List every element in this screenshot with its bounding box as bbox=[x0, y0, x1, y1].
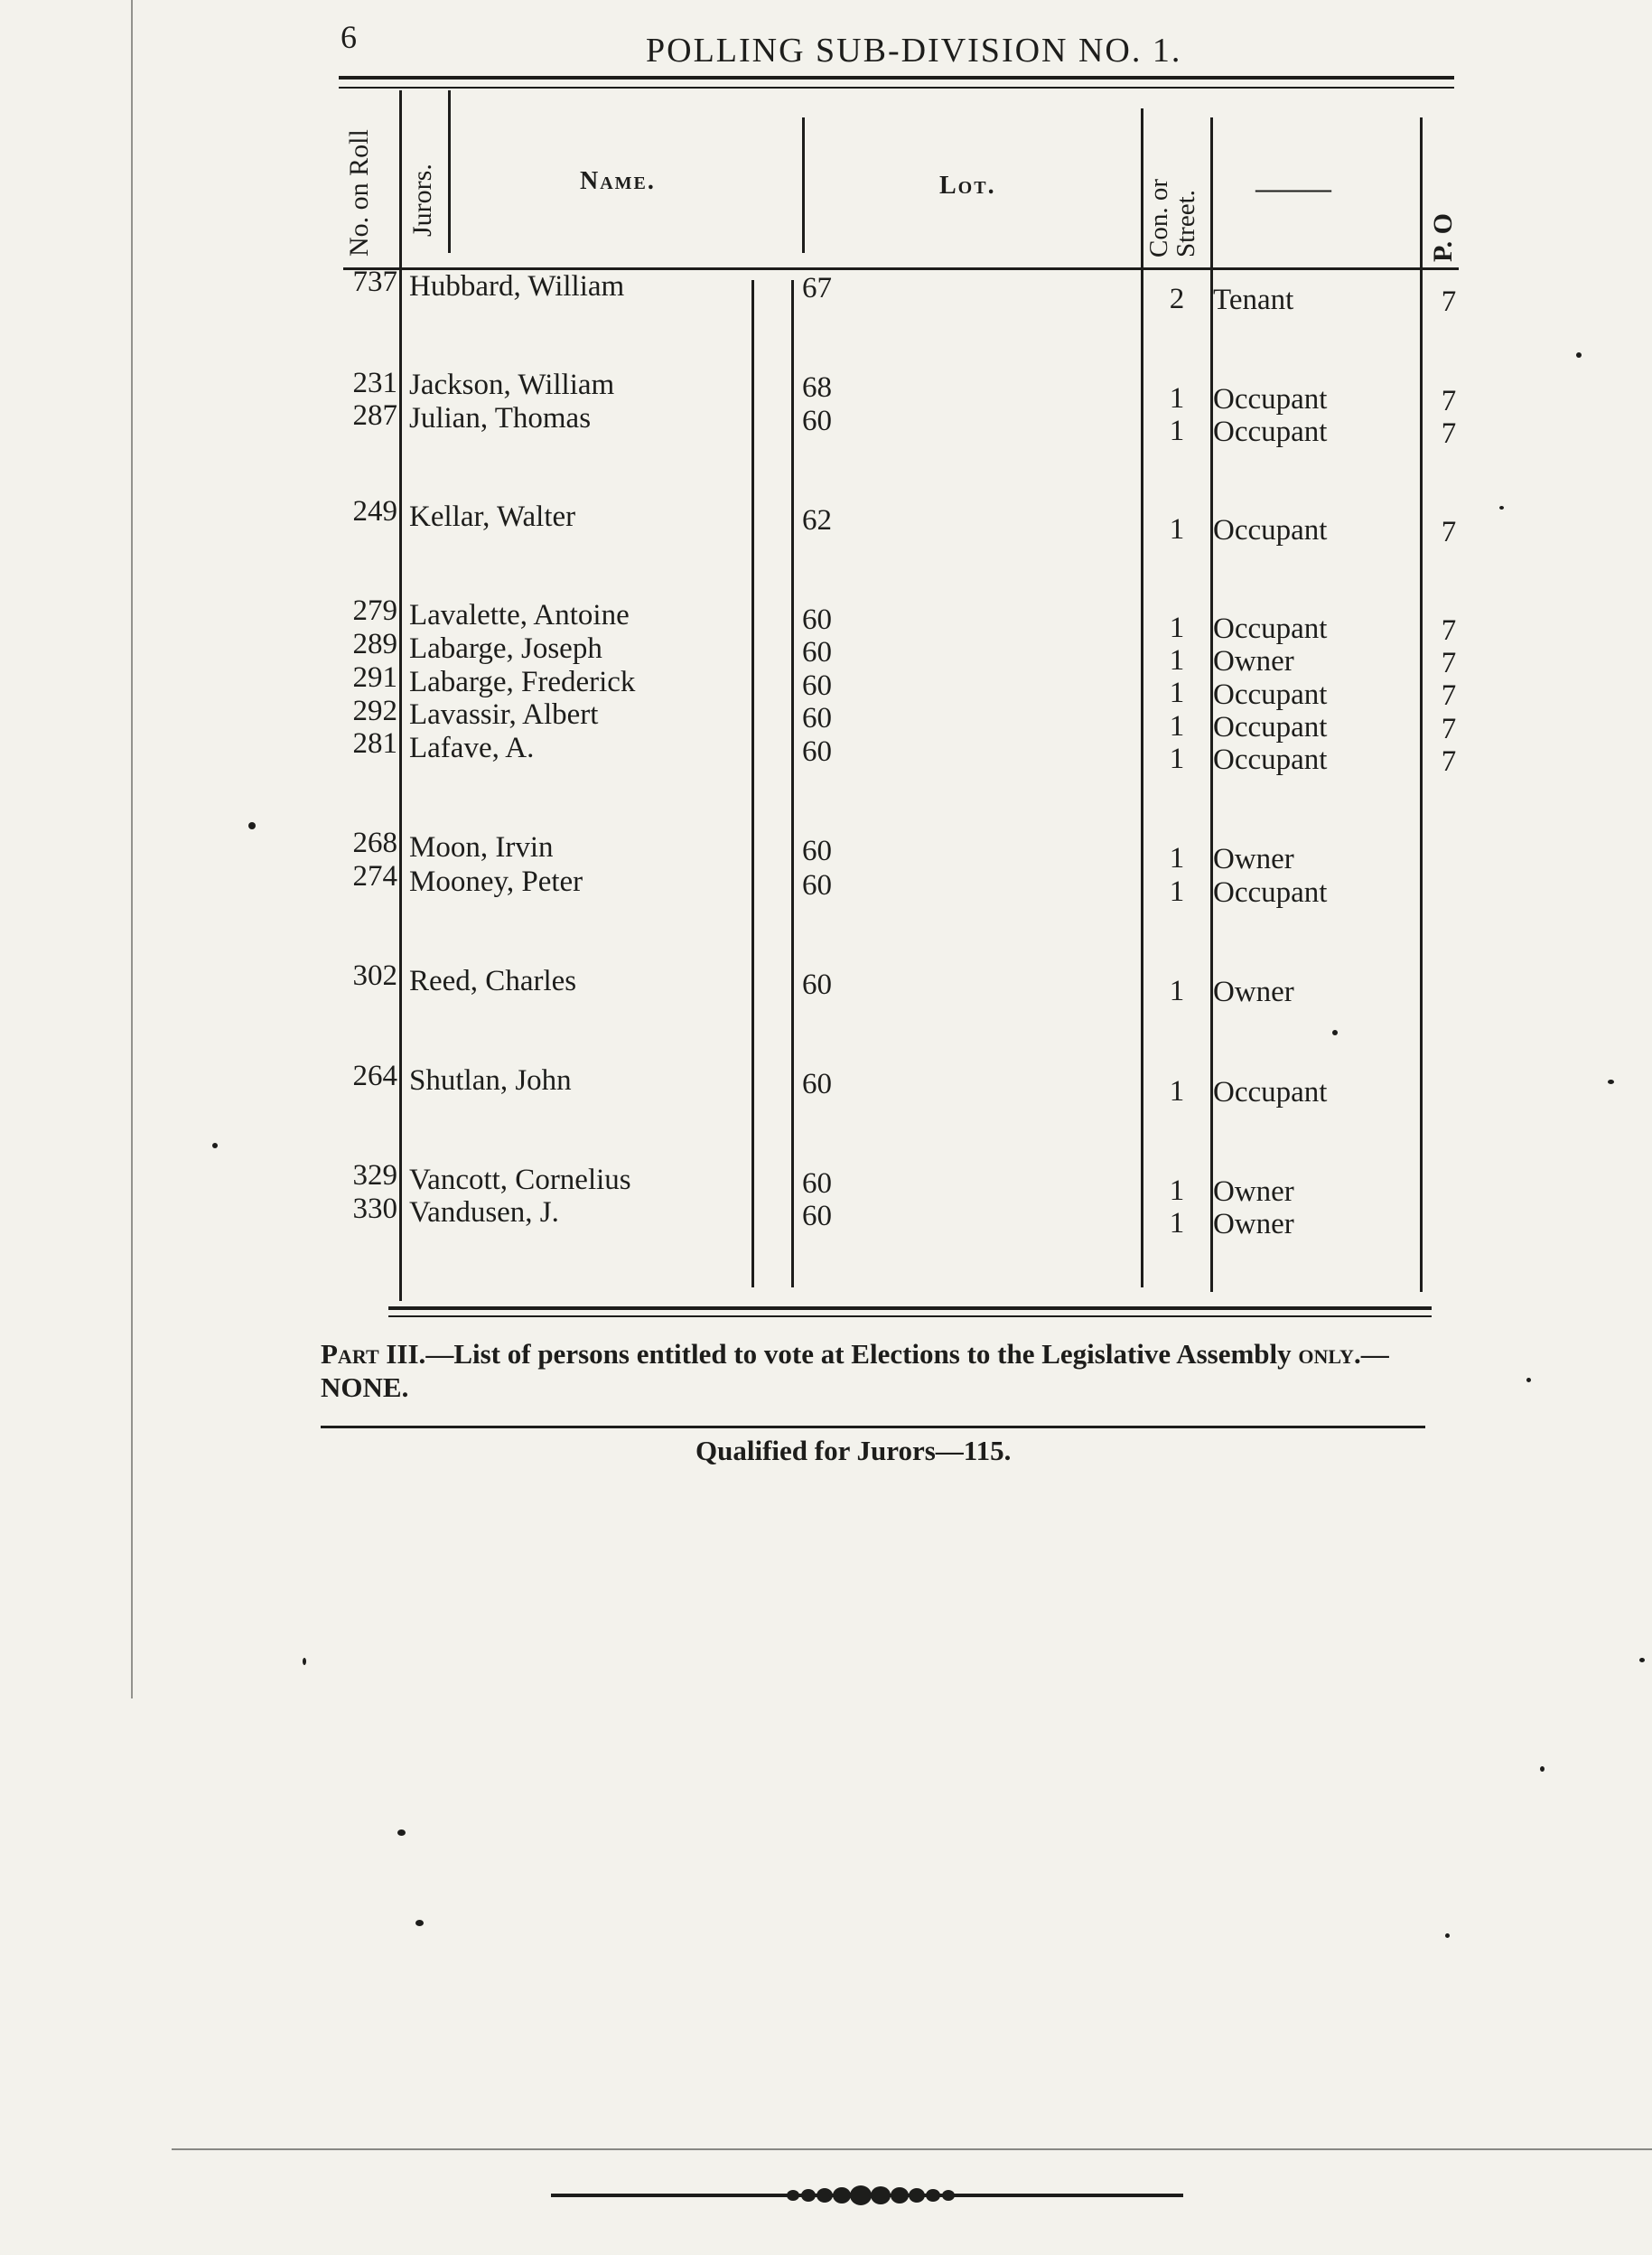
roll-number: 302 bbox=[352, 959, 397, 992]
col-line-lot bbox=[791, 280, 794, 1287]
voter-name: Mooney, Peter bbox=[409, 866, 583, 898]
voter-name: Julian, Thomas bbox=[409, 402, 592, 435]
post-office: 7 bbox=[1441, 385, 1457, 417]
bottom-edge-line bbox=[172, 2148, 1652, 2150]
lot-number: 60 bbox=[802, 1200, 832, 1232]
speck-icon bbox=[1576, 352, 1582, 358]
voter-name: Lavalette, Antoine bbox=[409, 599, 630, 632]
concession: 1 bbox=[1169, 382, 1185, 415]
post-office: 7 bbox=[1441, 713, 1457, 745]
status: Occupant bbox=[1213, 876, 1328, 909]
lot-number: 60 bbox=[802, 968, 832, 1001]
speck-icon bbox=[1639, 1658, 1645, 1662]
status: Occupant bbox=[1213, 744, 1328, 776]
post-office: 7 bbox=[1441, 516, 1457, 548]
lot-number: 67 bbox=[802, 272, 832, 304]
lot-number: 60 bbox=[802, 1167, 832, 1200]
status: Occupant bbox=[1213, 613, 1328, 645]
header-roll: No. on Roll bbox=[344, 129, 374, 257]
left-margin-line bbox=[131, 0, 133, 1698]
roll-number: 279 bbox=[352, 594, 397, 627]
roll-number: 274 bbox=[352, 860, 397, 893]
part-three-notice bbox=[321, 1337, 1454, 1404]
lot-number: 60 bbox=[802, 636, 832, 669]
voter-name: Vandusen, J. bbox=[409, 1196, 559, 1229]
lot-number: 60 bbox=[802, 735, 832, 768]
concession: 1 bbox=[1169, 644, 1185, 677]
roll-number: 329 bbox=[352, 1159, 397, 1192]
ornament-divider-icon bbox=[551, 2168, 1183, 2222]
post-office: 7 bbox=[1441, 417, 1457, 450]
roll-number: 264 bbox=[352, 1060, 397, 1092]
bottom-rule-inner bbox=[388, 1315, 1432, 1317]
roll-number: 289 bbox=[352, 628, 397, 660]
col-line-lot2 bbox=[1141, 108, 1143, 1287]
bottom-rule bbox=[388, 1306, 1432, 1310]
col-line-name bbox=[751, 280, 754, 1287]
status: Occupant bbox=[1213, 678, 1328, 711]
concession: 1 bbox=[1169, 1207, 1185, 1240]
voter-name: Jackson, William bbox=[409, 369, 615, 401]
speck-icon bbox=[1608, 1080, 1614, 1084]
status: Occupant bbox=[1213, 416, 1328, 448]
part-three-label: Part III. bbox=[321, 1338, 426, 1370]
speck-icon bbox=[1499, 506, 1504, 510]
header-name: Name. bbox=[580, 167, 656, 195]
concession: 1 bbox=[1169, 842, 1185, 875]
status: Owner bbox=[1213, 843, 1294, 875]
part-three-rule bbox=[321, 1426, 1425, 1428]
speck-icon bbox=[1526, 1378, 1531, 1382]
post-office: 7 bbox=[1441, 745, 1457, 778]
roll-number: 287 bbox=[352, 399, 397, 432]
roll-number: 330 bbox=[352, 1193, 397, 1225]
header-con: Con. or Street. bbox=[1144, 179, 1201, 257]
top-rule-inner bbox=[339, 87, 1454, 89]
part-three-text: —List of persons entitled to vote at Elections to the Legislative Assembly bbox=[425, 1338, 1292, 1370]
post-office: 7 bbox=[1441, 285, 1457, 318]
concession: 2 bbox=[1169, 283, 1185, 315]
speck-icon bbox=[1332, 1030, 1338, 1035]
concession: 1 bbox=[1169, 612, 1185, 644]
status: Tenant bbox=[1213, 284, 1294, 316]
lot-number: 60 bbox=[802, 405, 832, 437]
header-status: ——— bbox=[1255, 175, 1331, 203]
status: Owner bbox=[1213, 1208, 1294, 1240]
speck-icon bbox=[303, 1658, 306, 1665]
col-line-roll bbox=[399, 90, 402, 1301]
lot-number: 60 bbox=[802, 1068, 832, 1100]
lot-number: 60 bbox=[802, 702, 832, 735]
roll-number: 249 bbox=[352, 495, 397, 528]
voter-name: Lavassir, Albert bbox=[409, 698, 599, 731]
status: Owner bbox=[1213, 1175, 1294, 1208]
concession: 1 bbox=[1169, 875, 1185, 908]
concession: 1 bbox=[1169, 1174, 1185, 1207]
status: Occupant bbox=[1213, 711, 1328, 744]
post-office: 7 bbox=[1441, 679, 1457, 712]
speck-icon bbox=[212, 1143, 218, 1148]
voter-name: Shutlan, John bbox=[409, 1064, 572, 1097]
col-line-name-head bbox=[802, 117, 805, 253]
status: Owner bbox=[1213, 645, 1294, 678]
page-number: 6 bbox=[341, 19, 357, 55]
concession: 1 bbox=[1169, 677, 1185, 709]
concession: 1 bbox=[1169, 975, 1185, 1007]
roll-number: 231 bbox=[352, 367, 397, 399]
voter-name: Vancott, Cornelius bbox=[409, 1164, 631, 1196]
voter-name: Moon, Irvin bbox=[409, 831, 554, 864]
voter-name: Reed, Charles bbox=[409, 965, 577, 997]
voter-name: Lafave, A. bbox=[409, 732, 535, 764]
col-line-jurors bbox=[448, 90, 451, 253]
lot-number: 60 bbox=[802, 669, 832, 702]
status: Occupant bbox=[1213, 1076, 1328, 1109]
lot-number: 62 bbox=[802, 504, 832, 537]
top-rule bbox=[339, 76, 1454, 80]
status: Occupant bbox=[1213, 514, 1328, 547]
speck-icon bbox=[415, 1920, 424, 1926]
voter-name: Labarge, Frederick bbox=[409, 666, 636, 698]
header-lot: Lot. bbox=[939, 172, 996, 200]
qualified-jurors: Qualified for Jurors—115. bbox=[695, 1435, 1012, 1466]
speck-icon bbox=[248, 822, 256, 829]
speck-icon bbox=[397, 1829, 406, 1836]
voter-name: Labarge, Joseph bbox=[409, 632, 602, 665]
roll-number: 268 bbox=[352, 827, 397, 859]
voter-name: Hubbard, William bbox=[409, 270, 625, 303]
roll-number: 737 bbox=[352, 266, 397, 298]
post-office: 7 bbox=[1441, 614, 1457, 647]
col-line-status bbox=[1420, 117, 1423, 1292]
roll-number: 291 bbox=[352, 661, 397, 694]
speck-icon bbox=[1445, 1933, 1450, 1938]
status: Owner bbox=[1213, 976, 1294, 1008]
part-three-none: —NONE. bbox=[321, 1338, 1389, 1404]
lot-number: 60 bbox=[802, 835, 832, 867]
roll-number: 281 bbox=[352, 727, 397, 760]
concession: 1 bbox=[1169, 710, 1185, 743]
lot-number: 68 bbox=[802, 371, 832, 404]
page-title: POLLING SUB-DIVISION NO. 1. bbox=[646, 32, 1182, 70]
concession: 1 bbox=[1169, 513, 1185, 546]
header-jurors: Jurors. bbox=[407, 164, 437, 237]
lot-number: 60 bbox=[802, 869, 832, 902]
post-office: 7 bbox=[1441, 647, 1457, 679]
status: Occupant bbox=[1213, 383, 1328, 416]
lot-number: 60 bbox=[802, 604, 832, 636]
header-po: P. O bbox=[1428, 213, 1458, 262]
concession: 1 bbox=[1169, 1075, 1185, 1108]
concession: 1 bbox=[1169, 743, 1185, 775]
voter-name: Kellar, Walter bbox=[409, 501, 576, 533]
roll-number: 292 bbox=[352, 695, 397, 727]
part-three-only: only. bbox=[1298, 1338, 1361, 1370]
concession: 1 bbox=[1169, 415, 1185, 447]
speck-icon bbox=[1540, 1766, 1545, 1772]
